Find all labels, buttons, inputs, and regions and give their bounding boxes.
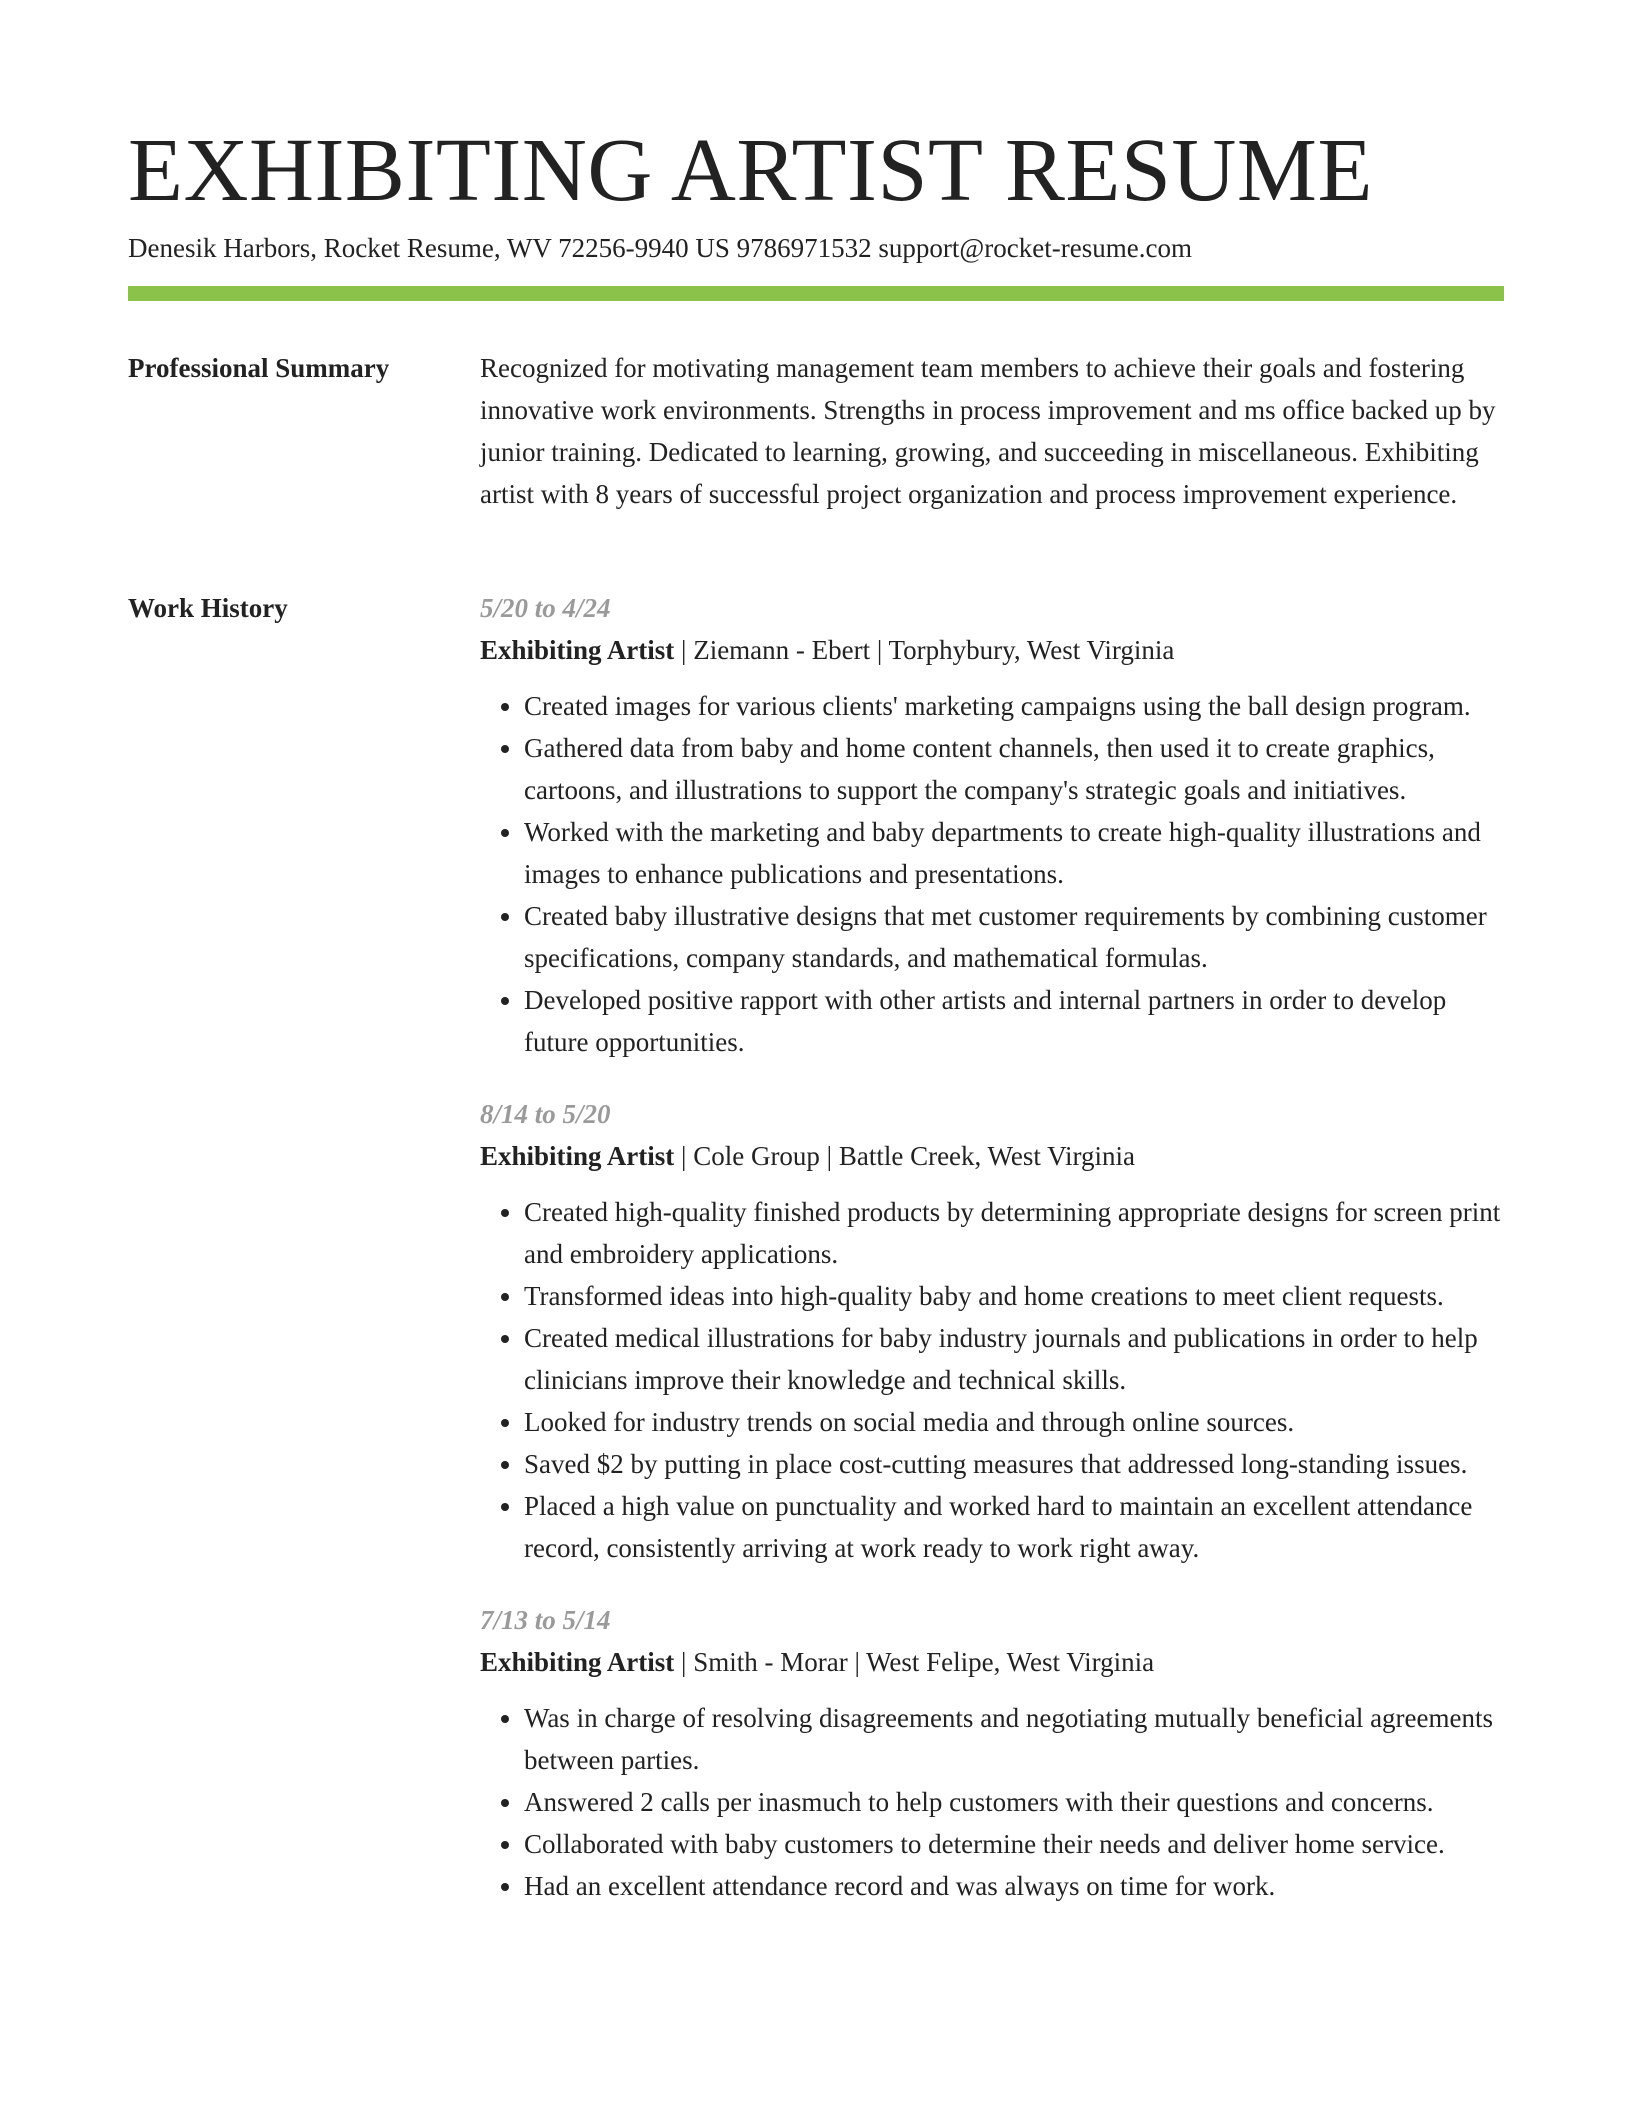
summary-label: Professional Summary	[128, 353, 390, 383]
job-bullet: • Worked with the marketing and baby departments to create high-quality illustrations and images to enhance publications and presentations.	[524, 811, 1504, 895]
job-entry	[480, 1599, 1504, 1907]
work-history-body	[480, 587, 1504, 1937]
job-entry	[480, 1093, 1504, 1569]
work-history-label: Work History	[128, 593, 288, 623]
job-dates: 8/14 to 5/20	[480, 1099, 611, 1129]
job-title: Exhibiting Artist	[480, 1141, 675, 1171]
job-bullet: • Saved $2 by putting in place cost-cutting measures that addressed long-standing issues.	[524, 1443, 1504, 1485]
job-heading	[480, 1135, 1504, 1177]
job-bullet: • Gathered data from baby and home content channels, then used it to create graphics, cartoons, and illustrations to support the company's strategic goals and initiatives.	[524, 727, 1504, 811]
job-bullet: • Created medical illustrations for baby industry journals and publications in order to help clinicians improve their knowledge and technical skills.	[524, 1317, 1504, 1401]
job-bullet: • Created images for various clients' marketing campaigns using the ball design program.	[524, 685, 1504, 727]
job-entry	[480, 587, 1504, 1063]
job-bullet: • Transformed ideas into high-quality baby and home creations to meet client requests.	[524, 1275, 1504, 1317]
job-heading	[480, 1641, 1504, 1683]
resume-title: EXHIBITING ARTIST RESUME	[128, 121, 1373, 220]
job-title: Exhibiting Artist	[480, 1647, 675, 1677]
job-bullet: • Created high-quality finished products by determining appropriate designs for screen print and embroidery applications.	[524, 1191, 1504, 1275]
job-details: | Ziemann - Ebert | Torphybury, West Virginia	[674, 635, 1175, 665]
job-details: | Smith - Morar | West Felipe, West Virginia	[674, 1647, 1155, 1677]
job-bullets	[480, 1191, 1504, 1569]
job-dates: 5/20 to 4/24	[480, 593, 611, 623]
job-title: Exhibiting Artist	[480, 635, 675, 665]
job-bullet: • Created baby illustrative designs that met customer requirements by combining customer specifications, company standards, and mathematical formulas.	[524, 895, 1504, 979]
job-bullet: • Collaborated with baby customers to determine their needs and deliver home service.	[524, 1823, 1504, 1865]
job-bullet: • Answered 2 calls per inasmuch to help customers with their questions and concerns.	[524, 1781, 1504, 1823]
job-bullet: • Developed positive rapport with other artists and internal partners in order to develop future opportunities.	[524, 979, 1504, 1063]
job-details: | Cole Group | Battle Creek, West Virginia	[674, 1141, 1135, 1171]
job-heading	[480, 629, 1504, 671]
contact-line: Denesik Harbors, Rocket Resume, WV 72256-9940 US 9786971532 support@rocket-resume.com	[128, 233, 1192, 263]
job-bullet: • Placed a high value on punctuality and worked hard to maintain an excellent attendance record, consistently arriving at work ready to work right away.	[524, 1485, 1504, 1569]
summary-text: Recognized for motivating management team members to achieve their goals and fostering innovative work environments. Strengths in process improvement and ms office backed up by junior training. Dedicated to learning, growing, and succeeding in miscellaneous. Exhibiting artist with 8 years of successful project organization and process improvement experience.	[480, 353, 1496, 509]
job-dates: 7/13 to 5/14	[480, 1605, 611, 1635]
job-bullet: • Was in charge of resolving disagreements and negotiating mutually beneficial agreements between parties.	[524, 1697, 1504, 1781]
accent-divider	[128, 286, 1504, 301]
job-bullet: • Looked for industry trends on social media and through online sources.	[524, 1401, 1504, 1443]
summary-body	[480, 347, 1504, 515]
job-bullets	[480, 1697, 1504, 1907]
job-bullet: • Had an excellent attendance record and was always on time for work.	[524, 1865, 1504, 1907]
job-bullets	[480, 685, 1504, 1063]
